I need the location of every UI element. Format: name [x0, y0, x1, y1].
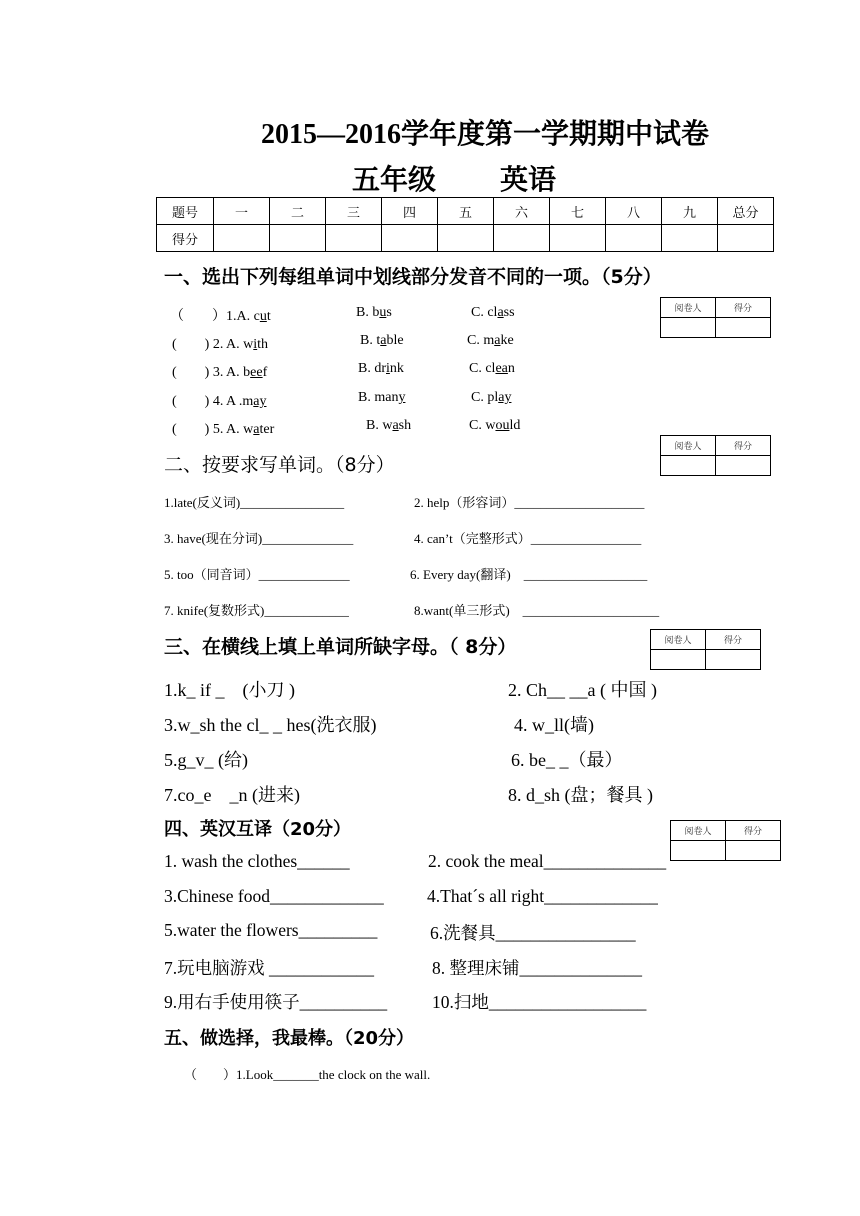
s3-item-5[interactable]: 5.g_v_ (给) [164, 750, 248, 770]
score-cell: 二 [270, 198, 326, 225]
grader-box-4 [670, 820, 781, 861]
grader-reviewer-label: 阅卷人 [661, 298, 716, 318]
s1-underline: ea [495, 361, 508, 376]
s1-text: ss [503, 305, 515, 320]
grader-input[interactable] [716, 456, 771, 476]
s1-text: th [257, 337, 269, 352]
s1-item-5-b [366, 418, 411, 434]
s1-text: ( ) 4. A .m [172, 394, 254, 409]
s1-underline: a [494, 333, 501, 348]
grade-subject [352, 158, 556, 198]
s1-underline: y [398, 390, 406, 405]
s2-item-7[interactable]: 7. knife(复数形式)_____________ [164, 603, 349, 618]
s1-item-5-num-a [172, 418, 274, 438]
s1-text: s [386, 305, 392, 320]
grader-input[interactable] [716, 318, 771, 338]
s1-item-3-num-a [172, 361, 267, 381]
s3-item-4[interactable]: 4. w_ll(墙) [514, 715, 594, 735]
s1-item-5-c [469, 418, 520, 434]
grader-reviewer-label: 阅卷人 [651, 630, 706, 650]
s1-item-3-b [358, 361, 404, 377]
s4-item-9[interactable]: 9.用右手使用筷子__________ [164, 992, 388, 1012]
s1-text: nk [389, 361, 404, 376]
s3-item-6[interactable]: 6. be_ _（最） [511, 750, 623, 770]
s1-text: f [262, 365, 268, 380]
grader-score-label: 得分 [716, 436, 771, 456]
s1-text: ld [509, 418, 521, 433]
grader-input[interactable] [706, 650, 761, 670]
grader-score-label: 得分 [716, 298, 771, 318]
subject-label: 英语 [500, 165, 557, 196]
grader-input[interactable] [651, 650, 706, 670]
score-cell: 五 [438, 198, 494, 225]
grader-input[interactable] [661, 456, 716, 476]
s1-text: ble [386, 333, 404, 348]
score-table-header-row [157, 198, 774, 225]
s2-item-5[interactable]: 5. too（同音词）______________ [164, 567, 350, 582]
s1-underline: i [253, 337, 258, 352]
s1-text: B. dr [358, 361, 386, 376]
s1-underline: ay [498, 390, 512, 405]
score-input-cell[interactable] [718, 225, 774, 252]
score-input-cell[interactable] [550, 225, 606, 252]
s3-item-8[interactable]: 8. d_sh (盘；餐具 ) [508, 785, 653, 805]
score-cell: 三 [326, 198, 382, 225]
s1-text: C. cl [469, 361, 496, 376]
s4-item-5[interactable]: 5.water the flowers_________ [164, 920, 378, 940]
s1-item-1-num-a [170, 305, 271, 325]
score-cell: 一 [214, 198, 270, 225]
score-input-cell[interactable] [270, 225, 326, 252]
s2-item-2[interactable]: 2. help（形容词）____________________ [414, 495, 645, 510]
s1-text: C. pl [471, 390, 499, 405]
s3-item-2[interactable]: 2. Ch__ __a ( 中国 ) [508, 680, 657, 700]
s3-item-3[interactable]: 3.w_sh the cl_ _ hes(洗衣服) [164, 715, 377, 735]
s4-item-1[interactable]: 1. wash the clothes______ [164, 851, 350, 871]
score-input-cell[interactable] [662, 225, 718, 252]
s1-item-3-c [469, 361, 515, 377]
score-cell: 六 [494, 198, 550, 225]
section2-title: 二、按要求写单词。（8分） [164, 454, 395, 476]
score-input-cell[interactable] [606, 225, 662, 252]
s1-underline: a [380, 333, 387, 348]
s4-item-7[interactable]: 7.玩电脑游戏 ____________ [164, 958, 374, 978]
grader-score-label: 得分 [726, 821, 781, 841]
s1-text: B. b [356, 305, 380, 320]
s2-item-1[interactable]: 1.late(反义词)________________ [164, 495, 345, 510]
section4-title: 四、英汉互译（20分） [164, 819, 352, 840]
score-cell: 四 [382, 198, 438, 225]
s1-item-2-b [360, 333, 404, 349]
score-cell: 总分 [718, 198, 774, 225]
grader-input[interactable] [726, 841, 781, 861]
s1-item-1-c [471, 305, 515, 321]
score-table [156, 197, 774, 252]
s2-item-8[interactable]: 8.want(单三形式) _____________________ [414, 603, 660, 618]
score-input-cell[interactable] [214, 225, 270, 252]
grader-box-1 [660, 297, 771, 338]
s1-underline: u [259, 309, 267, 324]
s4-item-4[interactable]: 4.That´s all right_____________ [427, 886, 658, 906]
s1-text: ter [259, 422, 275, 437]
score-table-score-row [157, 225, 774, 252]
grader-box-3 [650, 629, 761, 670]
s5-item-1[interactable]: （ ）1.Look_______the clock on the wall. [184, 1067, 431, 1082]
s3-item-7[interactable]: 7.co_e _n (进来) [164, 785, 300, 805]
s1-item-4-b [358, 390, 405, 406]
grader-reviewer-label: 阅卷人 [671, 821, 726, 841]
s1-underline: ay [253, 394, 267, 409]
s1-underline: a [497, 305, 504, 320]
s1-underline: ee [250, 365, 263, 380]
s2-item-6[interactable]: 6. Every day(翻译) ___________________ [410, 567, 648, 582]
s2-item-4[interactable]: 4. can’t（完整形式）_________________ [414, 531, 642, 546]
s1-item-4-c [471, 390, 511, 406]
s1-text: ke [500, 333, 514, 348]
score-cell: 题号 [157, 198, 214, 225]
section5-title: 五、做选择，我最棒。（20分） [164, 1028, 415, 1049]
score-input-cell[interactable] [326, 225, 382, 252]
s1-text: n [507, 361, 515, 376]
s1-text: B. t [360, 333, 381, 348]
s2-item-3[interactable]: 3. have(现在分词)______________ [164, 531, 354, 546]
s3-item-1[interactable]: 1.k_ if _ (小刀 ) [164, 680, 295, 700]
s4-item-8[interactable]: 8. 整理床铺______________ [432, 958, 642, 978]
s1-underline: ou [495, 418, 510, 433]
s1-underline: a [392, 418, 399, 433]
s1-item-4-num-a [172, 390, 267, 410]
s1-item-2-c [467, 333, 514, 349]
grader-score-label: 得分 [706, 630, 761, 650]
s1-text: ( ) 5. A. w [172, 422, 254, 437]
grader-box-2 [660, 435, 771, 476]
score-input-cell[interactable] [438, 225, 494, 252]
score-cell: 八 [606, 198, 662, 225]
section3-title: 三、在横线上填上单词所缺字母。（ 8分） [164, 636, 517, 658]
score-input-cell[interactable] [382, 225, 438, 252]
s4-item-6[interactable]: 6.洗餐具________________ [430, 923, 636, 943]
score-cell: 七 [550, 198, 606, 225]
s1-item-2-num-a [172, 333, 268, 353]
s1-underline: a [253, 422, 260, 437]
exam-title: 2015—2016学年度第一学期期中试卷 [260, 119, 709, 150]
s4-item-3[interactable]: 3.Chinese food_____________ [164, 886, 384, 906]
s1-text: B. man [358, 390, 399, 405]
s1-text: C. cl [471, 305, 498, 320]
s4-item-2[interactable]: 2. cook the meal______________ [428, 851, 667, 871]
grader-reviewer-label: 阅卷人 [661, 436, 716, 456]
s1-text: sh [398, 418, 412, 433]
grader-input[interactable] [671, 841, 726, 861]
s1-text: ( ) 3. A. b [172, 365, 251, 380]
s1-underline: u [379, 305, 387, 320]
s4-item-10[interactable]: 10.扫地__________________ [432, 992, 647, 1012]
s1-underline: i [386, 361, 390, 376]
grader-input[interactable] [661, 318, 716, 338]
s1-text: ( ) 2. A. w [172, 337, 254, 352]
grade-label: 五年级 [352, 165, 437, 196]
s1-text: B. w [366, 418, 393, 433]
score-cell: 九 [662, 198, 718, 225]
s1-item-1-b [356, 305, 392, 321]
score-input-cell[interactable] [494, 225, 550, 252]
s1-text: C. w [469, 418, 496, 433]
section1-title: 一、选出下列每组单词中划线部分发音不同的一项。（5分） [164, 266, 662, 288]
s1-text: C. m [467, 333, 495, 348]
s1-text: （ ）1.A. c [170, 309, 260, 324]
s1-text: t [266, 309, 271, 324]
score-cell: 得分 [157, 225, 214, 252]
